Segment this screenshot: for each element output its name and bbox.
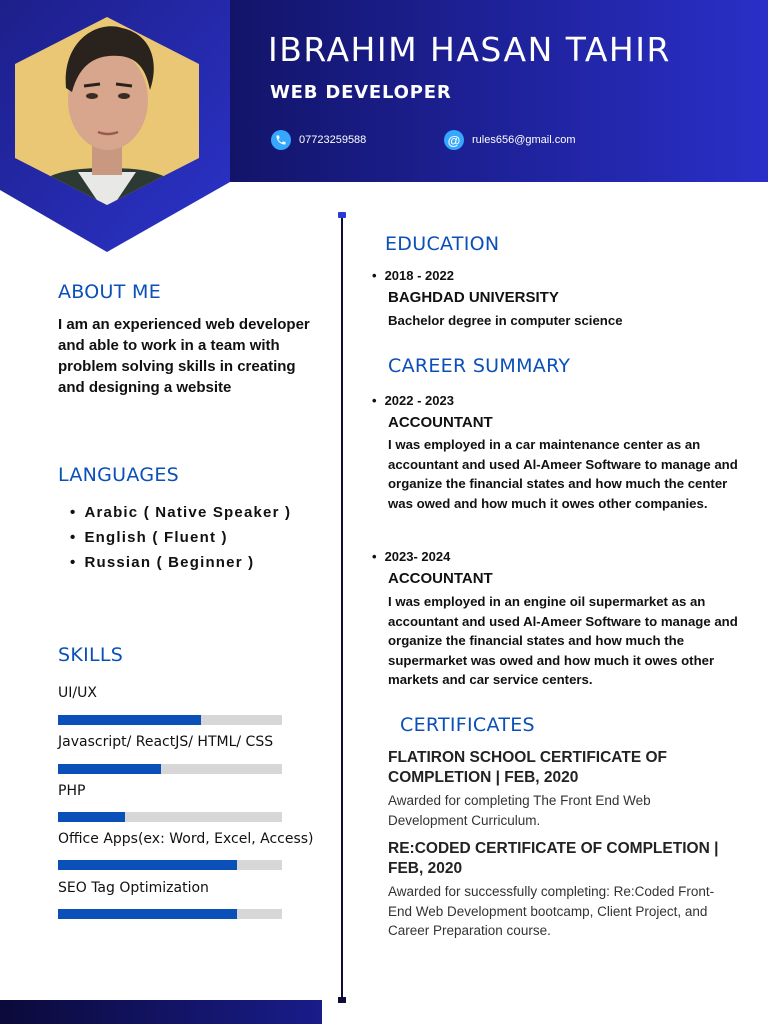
education-date: [372, 268, 454, 283]
divider-cap-top: [338, 212, 346, 218]
language-item: • Arabic ( Native Speaker ): [70, 500, 291, 525]
languages-list: [70, 500, 291, 575]
certificate-title: RE:CODED CERTIFICATE OF COMPLETION | FEB, 2020: [388, 840, 719, 877]
skill-bar-track: [58, 764, 282, 774]
skill-label: SEO Tag Optimization: [58, 880, 209, 896]
skill-bar-fill: [58, 909, 237, 919]
career-role: ACCOUNTANT: [388, 414, 493, 431]
certificate-title: FLATIRON SCHOOL CERTIFICATE OF COMPLETION | FEB, 2020: [388, 749, 667, 786]
skill-bar-track: [58, 860, 282, 870]
skill-bar-fill: [58, 764, 161, 774]
skill-bar-track: [58, 909, 282, 919]
phone-number: 07723259588: [299, 134, 367, 146]
language-item: • English ( Fluent ): [70, 525, 291, 550]
footer-bar: [0, 1000, 322, 1024]
certificates-heading: CERTIFICATES: [400, 714, 535, 736]
career-role: ACCOUNTANT: [388, 570, 493, 587]
career-date-text: • 2023- 2024: [384, 549, 451, 564]
skill-label: UI/UX: [58, 685, 97, 701]
profile-hexagon: [0, 0, 230, 252]
skill-bar-track: [58, 812, 282, 822]
skill-bar-fill: [58, 860, 237, 870]
certificate-description: Awarded for successfully completing: Re:Coded Front-End Web Development bootcamp, Client Project, and Career Preparation course.: [388, 884, 715, 938]
skill-label: Javascript/ ReactJS/ HTML/ CSS: [58, 734, 274, 750]
career-date-text: • 2022 - 2023: [384, 393, 454, 408]
skill-bar-fill: [58, 812, 125, 822]
email-address: rules656@gmail.com: [472, 134, 576, 146]
career-description: I was employed in an engine oil supermarket as an accountant and used Al-Ameer Software to manage and organize the financial states and how much the supermarket was owed and how much it owes other markets and car service centers.: [388, 594, 738, 687]
phone-icon: [271, 130, 291, 150]
career-date: [372, 549, 450, 564]
profile-photo-frame: [0, 0, 230, 252]
career-heading: CAREER SUMMARY: [388, 355, 571, 377]
skill-label: PHP: [58, 783, 86, 799]
education-heading: EDUCATION: [385, 233, 500, 255]
about-heading: ABOUT ME: [58, 281, 162, 303]
about-text: I am an experienced web developer and able to work in a team with problem solving skills in creating and designing a website: [58, 316, 310, 396]
candidate-name: IBRAHIM HASAN TAHIR: [268, 30, 671, 69]
column-divider: [341, 214, 343, 1001]
languages-heading: LANGUAGES: [58, 464, 180, 486]
divider-cap-bottom: [338, 997, 346, 1003]
contact-email[interactable]: [444, 130, 576, 150]
certificate-description: Awarded for completing The Front End Web Development Curriculum.: [388, 793, 651, 828]
education-date-text: • 2018 - 2022: [384, 268, 454, 283]
skill-bar-track: [58, 715, 282, 725]
at-icon: @: [444, 130, 464, 150]
career-description: I was employed in a car maintenance center as an accountant and used Al-Ameer Software to manage and organize the financial states and how much the center was owed and how much it owes other companies.: [388, 437, 738, 511]
skill-label: Office Apps(ex: Word, Excel, Access): [58, 831, 314, 847]
career-date: [372, 393, 454, 408]
education-degree: Bachelor degree in computer science: [388, 313, 623, 328]
education-school: BAGHDAD UNIVERSITY: [388, 289, 559, 306]
skills-heading: SKILLS: [58, 644, 124, 666]
contact-phone[interactable]: [271, 130, 366, 150]
language-item: • Russian ( Beginner ): [70, 550, 291, 575]
job-title: WEB DEVELOPER: [270, 82, 452, 103]
skill-bar-fill: [58, 715, 201, 725]
